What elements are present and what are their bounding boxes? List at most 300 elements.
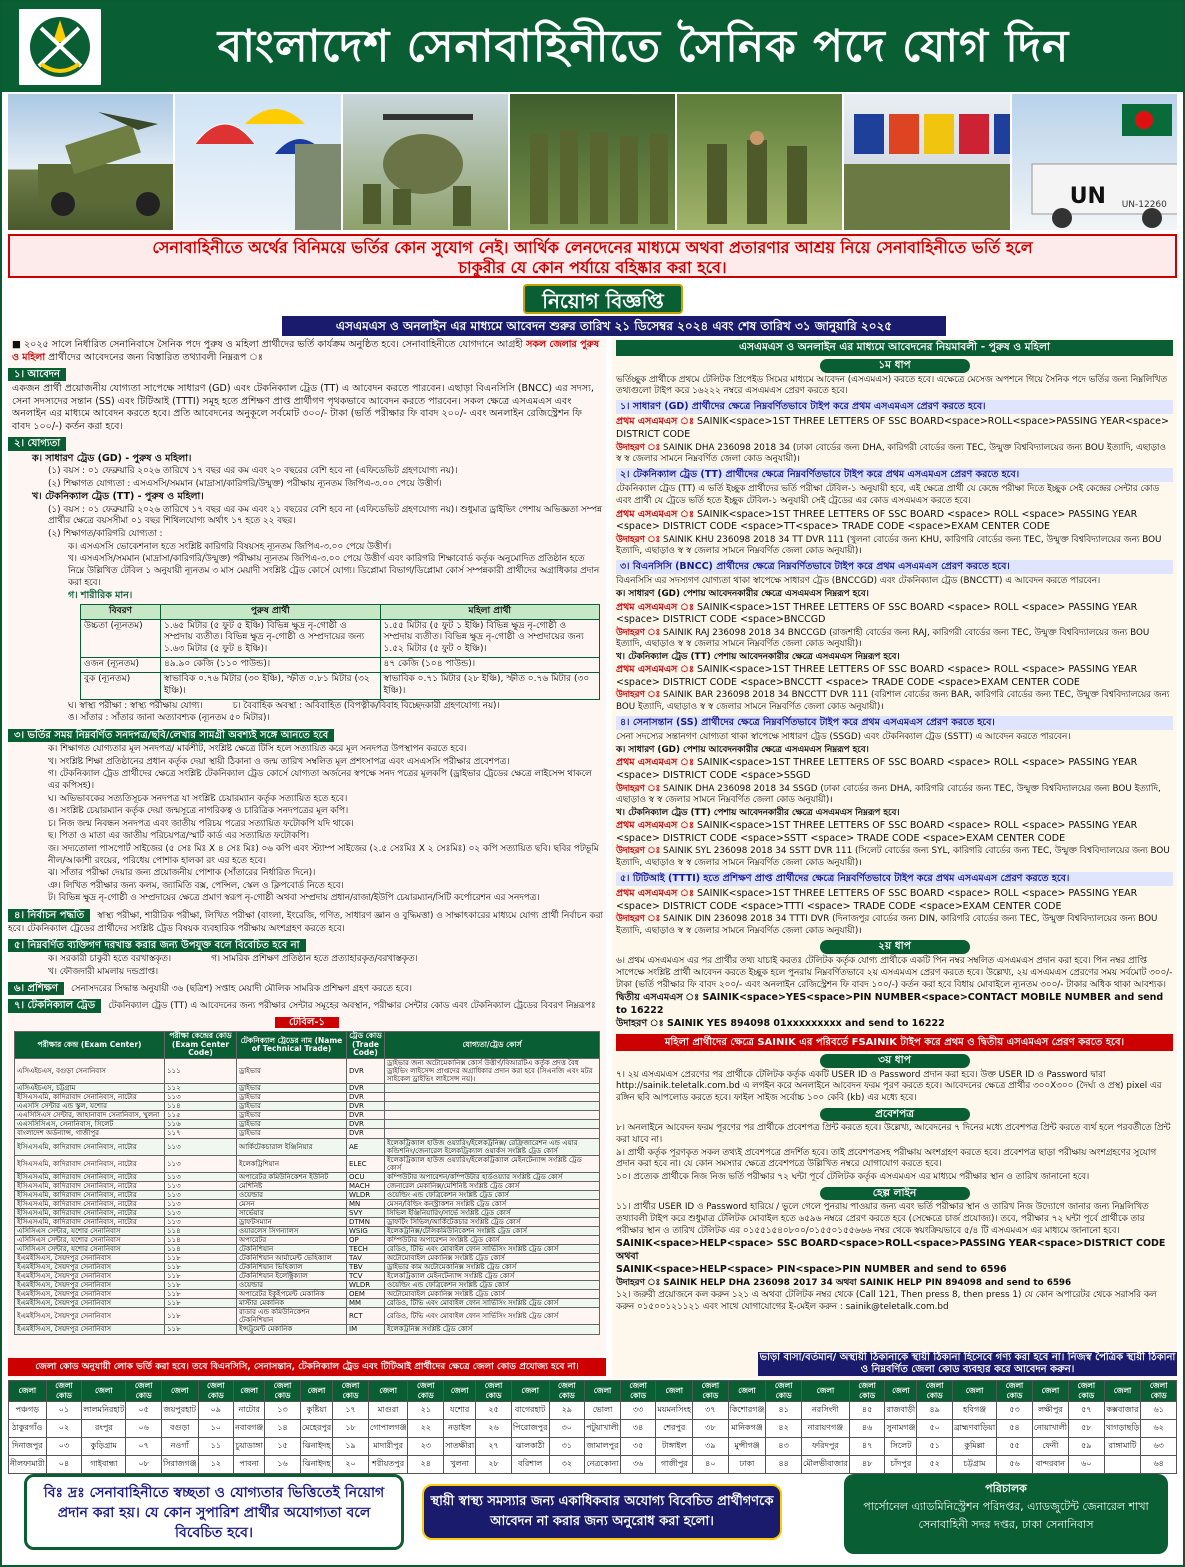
district-code: ২৫ (476, 1401, 512, 1419)
bncc-tt-format: প্রথম এসএমএস ঃ SAINIK<space>1ST THREE LETTERS OF SSC BOARD <space> ROLL <space> PASSING YEAR <space> DISTRICT CODE <space>BNCCTT <space> TRADE CODE <space>EXAM CENTER CODE (616, 664, 1138, 688)
table-row (15, 1093, 600, 1102)
table-cell: ইলেকট্রিক্যাল হাউজ ওয়্যারিং/ইলেকট্রিক্যাল মেইনটেন্যান্স সংশ্লিষ্ট ট্রেড কোর্স (385, 1155, 600, 1172)
district-name: ঢাকা (728, 1455, 766, 1473)
table-cell: রেডিও, টিভি এবং মোবাইল ফোন সার্ভিসিং সংশ্লিষ্ট ট্রেড কোর্স (385, 1299, 600, 1308)
district-header-cell: জেলা (885, 1381, 917, 1402)
table-cell: ইসিএসএমি, কাদিরাবাদ সেনানিবাস, নাটোর (15, 1217, 165, 1226)
district-header-cell: জেলা কোড (1068, 1381, 1104, 1402)
district-header-cell: জেলা (728, 1381, 766, 1402)
district-name: সিলেট (885, 1437, 917, 1455)
table-cell (385, 1102, 600, 1111)
table-cell: কম্পিউটার অপারেশন সংশ্লিষ্ট ট্রেড কোর্স (385, 1236, 600, 1245)
district-name: গাজীপুর (656, 1455, 693, 1473)
bncc-gd-format: প্রথম এসএমএস ঃ SAINIK<space>1ST THREE LETTERS OF SSC BOARD <space> ROLL <space> PASSING YEAR <space> DISTRICT CODE <space>BNCCGD (616, 601, 1138, 626)
ttti-sms-title: ৫। টিটিআই (TTTI) হতে প্রশিক্ষণ প্রাপ্ত প্রার্থীদের ক্ষেত্রে নিম্নবর্ণিতভাবে টাইপ করে প্রথম এসএমএস প্রেরণ করতে হবে। (616, 872, 1173, 887)
ss-intro: সেনা সদস্যের সন্তানগণ যোগ্যতা থাকা স্বাপেক্ষে সাধারণ ট্রেড (SSGD) এবং টেকনিক্যাল ট্রেড (SSTT) এ আবেদন করতে পারবেন। (616, 732, 1071, 743)
gd-sms-format: প্রথম এসএমএস ঃ SAINIK<space>1ST THREE LETTERS OF SSC BOARD<space>ROLL<space>PASSING YEAR<space> DISTRICT CODE (616, 416, 1169, 440)
district-header-cell: জেলা (1032, 1381, 1068, 1402)
district-name: ঝিনাইদহ (300, 1437, 332, 1455)
district-header-cell: জেলা কোড (693, 1381, 729, 1402)
table-cell (385, 1093, 600, 1102)
table-cell: ইসিএসএমি, কাদিরাবাদ সেনানিবাস, নাটোর (15, 1199, 165, 1208)
table-cell: এসিসিএস সেন্টার, যশোর সেনানিবাস (15, 1236, 165, 1245)
table-cell: মেসন (237, 1199, 347, 1208)
table-cell: টেকনিশিয়ান ইলেক্ট্রিক্যাল (237, 1272, 347, 1281)
section-application-title: ১। আবেদন (8, 368, 66, 381)
district-name: ফেনী (1032, 1437, 1068, 1455)
table-cell: মেশিনিষ্ট (237, 1181, 347, 1190)
district-name: মাগুরা (368, 1401, 408, 1419)
table-cell: ইসিএসএমি, কাদিরাবাদ সেনানিবাস, নাটোর (15, 1093, 165, 1102)
district-name: রাঙ্গামাটি (1104, 1437, 1141, 1455)
district-name: শরীয়তপুর (368, 1455, 408, 1473)
district-name: সুনামগঞ্জ (885, 1419, 917, 1437)
district-code: ২১ (408, 1401, 444, 1419)
army-emblem-icon (16, 6, 104, 88)
table-cell: DVR (347, 1129, 385, 1138)
district-code: ৬২ (1141, 1419, 1177, 1437)
district-name: পটুয়াখালী (585, 1419, 621, 1437)
table-row (15, 1111, 600, 1120)
district-header-cell: জেলা (444, 1381, 476, 1402)
table-cell: ড্রাইভার (237, 1120, 347, 1129)
district-header-cell: জেলা কোড (476, 1381, 512, 1402)
district-header-cell: জেলা কোড (766, 1381, 802, 1402)
table-cell: WLDR (347, 1281, 385, 1290)
district-code: ৪৭ (849, 1437, 885, 1455)
section-application-text: একজন প্রার্থী প্রয়োজনীয় যোগ্যতা সাপেক্ষে সাধারণ (GD) এবং টেকনিক্যাল ট্রেড (TT) এ আবেদন করতে পারবেন। এছাড়া বিএনসিসি (BNCC) এর সদস্য, সেনা সদস্যদের সন্তান (SS) এবং টিটিআই (TTTI) সমূহ হতে প্রশিক্ষণ প্রাপ্ত প্রার্থীগণ পৃথকভাবে আবেদন করতে পারবেন। সকল ক্ষেত্রে এসএমএস এবং অনলাইন এর মাধ্যমে আবেদন করতে হবে। প্রতি আবেদনের অনুকূলে সর্বমোট ৩০০/- টাকা (ভর্তি পরীক্ষার ফি বাবদ ২০০/- এবং অনলাইন রেজিস্ট্রেশন ফি বাবদ ১০০/-) কর্তন করা হবে। (12, 383, 594, 432)
district-name: বান্দরবান (1032, 1455, 1068, 1473)
district-code: ২০ (333, 1455, 369, 1473)
table-cell: ইলেকট্রনিক্স সংশ্লিষ্ট ট্রেড কোর্স (385, 1325, 600, 1334)
table-row (15, 1129, 600, 1138)
ss-gd-format: প্রথম এসএমএস ঃ SAINIK<space>1ST THREE LETTERS OF SSC BOARD <space> ROLL <space> PASSING YEAR <space> DISTRICT CODE <space>SSGD (616, 757, 1138, 781)
table-cell: ইএমইসিএস, সৈয়দপুর সেনানিবাস (15, 1263, 165, 1272)
table-cell: রেডিও, টিভি এবং মোবাইল ফোন সার্ভিসিং সংশ্লিষ্ট ট্রেড কোর্স (385, 1308, 600, 1325)
district-code: ৪৬ (849, 1419, 885, 1437)
table-cell: ১১৩ (165, 1199, 237, 1208)
table-row (15, 1138, 600, 1155)
district-code: ২৬ (476, 1419, 512, 1437)
table-cell: DVR (347, 1102, 385, 1111)
table-cell: ড্রাফটিং সিভিল/আর্কিটেকচার সংশ্লিষ্ট ট্রেড কোর্স (385, 1217, 600, 1226)
district-header-cell: জেলা কোড (408, 1381, 444, 1402)
district-header-cell: জেলা কোড (265, 1381, 301, 1402)
table-cell (385, 1111, 600, 1120)
table-cell: ইএমইসিএস, সৈয়দপুর সেনানিবাস (15, 1272, 165, 1281)
table-cell: সিভিল ইঞ্জিনিয়ারিং/সার্ভে সংশ্লিষ্ট ট্রেড কোর্স (385, 1208, 600, 1217)
documents-list (8, 744, 606, 905)
table-row (15, 1059, 600, 1084)
district-code: ৩৬ (620, 1455, 656, 1473)
table-cell: ১১১ (165, 1059, 237, 1084)
district-code: ৫৭ (1068, 1401, 1104, 1419)
table-cell: টেকনিশিয়ান আর্মামেন্ট ভেহিক্যাল (237, 1254, 347, 1263)
helpline-11: ১১। প্রার্থীর USER ID ও Password হারিয়ে / ভুলে গেলে পুনরায় পাওয়ার জন্য এবং ভর্তি পরীক্ষার স্থান ও তারিখ নিজ উদ্যোগে জানার জন্য নিম্নলিখিত তথ্যাবলী টাইপ করে শুধুমাত্র টেলিটক মোবাইল হতে ৬৫৯৬ নম্বরে প্রেরণ করতে হবে (সেক্ষেত্রে চার্জ প্রযোজ্য)। তবে, পরীক্ষার ৭২ ঘন্টা পূর্বে প্রার্থীকে তার পরীক্ষার স্থান ও তারিখ টেলিটক এর ০১৫৫১৫৪০৮০০/০১৫৫০১৫৫৬৬৬ নম্বর থেকে স্বয়ংক্রিয়ভাবে ৫/৪ টি এসএমএস এর মাধ্যমে জানানো হবে। (616, 1202, 1149, 1236)
district-name: খুলনা (444, 1455, 476, 1473)
photo-strip (8, 94, 1177, 230)
table-cell: ইএমইসিএস, সৈয়দপুর সেনানিবাস (15, 1254, 165, 1263)
admit-card-8: ৮। অনলাইনে আবেদন ফরম পূরণের পর প্রার্থীকে প্রবেশপত্র প্রিন্ট করতে হবে। উল্লেখ্য, আবেদনের ৭ দিনের মধ্যে প্রবেশপত্র প্রিন্ট করতে ব্যর্থ হলে পরবর্তীতে প্রিন্ট করা যাবে না। (616, 1123, 1171, 1146)
district-header-cell: জেলা কোড (1141, 1381, 1177, 1402)
table-cell: DVR (347, 1059, 385, 1084)
notice-title: নিয়োগ বিজ্ঞপ্তি (523, 284, 683, 314)
district-name: মানিকগঞ্জ (728, 1419, 766, 1437)
table-cell: ১১৩ (165, 1172, 237, 1181)
parachute-photo (175, 94, 340, 230)
district-name: ফরিদপুর (801, 1437, 849, 1455)
table-cell: OCU (347, 1172, 385, 1181)
intro-paragraph: ■ ২০২৫ সালে নির্ধারিত সেনানিবাসে সৈনিক পদে পুরুষ ও মহিলা প্রার্থীদের ভর্তি কার্যক্রম অনুষ্ঠিত হবে। সেনাবাহিনীতে যোগদানে আগ্রহী সকল জেলার পুরুষ ও মহিলা প্রার্থীদের আবেদনের জন্য বিস্তারিত তথ্যাবলী নিম্নরূপ ঃ (12, 339, 600, 363)
table-cell: ১১৭ (165, 1129, 237, 1138)
district-name: কিশোরগঞ্জ (728, 1401, 766, 1419)
district-code: ০১ (46, 1401, 82, 1419)
table-cell (385, 1084, 600, 1093)
table-cell: এসিসিএস সেন্টার, যশোর সেনানিবাস (15, 1245, 165, 1254)
soldiers-helicopter-photo (343, 94, 508, 230)
table-cell: ১১৩ (165, 1093, 237, 1102)
table-cell: ড্রাইভার জন্য অটোমেকানিক্স কোর্স উত্তীর্ণ/বিআরটিএ কর্তৃক প্রদত্ত বৈধ ড্রাইভিং লাইসেন্স প্রাপ্তদের অগ্রাধিকার প্রদান করা হবে (সিএনজি এবং মটর সাইকেল ড্রাইভিং লাইসেন্স নয়)। (385, 1059, 600, 1084)
table-row (15, 1281, 600, 1290)
district-header-cell: জেলা (300, 1381, 332, 1402)
table-cell: ড্রাইভার (237, 1093, 347, 1102)
district-header-cell: জেলা কোড (126, 1381, 162, 1402)
list-item: ক। শিক্ষাগত যোগ্যতার মূল সনদপত্র/ মার্কশীট, সংশ্লিষ্ট ক্ষেত্রে টিসি হলে সত্যায়িত করে মূল সনদপত্র উপস্থাপন করতে হবে। (48, 744, 467, 755)
district-code: ৩৭ (693, 1401, 729, 1419)
table-cell: বাংলাদেশ অর্ডন্যান্স, গাজীপুর (15, 1129, 165, 1138)
table-cell: ১১৬ (165, 1120, 237, 1129)
table-cell: ওয়েল্ডিং এন্ড ফেব্রিকেশন সংশ্লিষ্ট ট্রেড কোর্স (385, 1190, 600, 1199)
footer-issuer (844, 1474, 1168, 1554)
district-code: ৫৮ (1068, 1419, 1104, 1437)
district-code: ১৫ (265, 1437, 301, 1455)
district-code: ৫৪ (997, 1419, 1033, 1437)
table-cell: ড্রাইভার (237, 1111, 347, 1120)
table-row (15, 1172, 600, 1181)
table-cell: ১১৮ (165, 1299, 237, 1308)
bncc-intro: বিএনসিসি এর সদস্যগণ যোগ্যতা থাকা স্বাপেক্ষে সাধারণ ট্রেড (BNCCGD) এবং টেকনিক্যাল ট্রেড (BNCCTT) এ আবেদন করতে পারবেন। (616, 576, 1101, 587)
table-cell: ইসিএসএমি, কাদিরাবাদ সেনানিবাস, নাটোর (15, 1190, 165, 1199)
ss-gd-heading: ক। সাধারণ (GD) পেশায় আবেদনকারীর ক্ষেত্রে এসএমএস নিম্নরূপ হবে। (616, 744, 869, 755)
ss-tt-heading: খ। টেকনিক্যাল ট্রেড (TT) পেশায় আবেদনকারীর ক্ষেত্রে এসএমএস নিম্নরূপ হবে। (616, 807, 900, 818)
table-cell: মেসন/বিল্ডিং কনস্ট্রাকশন সংশ্লিষ্ট ট্রেড কোর্স (385, 1199, 600, 1208)
district-name: নীলফামারী (9, 1455, 47, 1473)
table-cell: ১১৪ (165, 1226, 237, 1235)
step-1-label: ১ম ধাপ (820, 359, 970, 373)
table-cell: অপারেটর (237, 1236, 347, 1245)
ineligible-row-1: ক। সরকারী চাকুরী হতে বরখাস্তকৃত। গ। সামরিক প্রশিক্ষণ প্রতিষ্ঠান হতে প্রত্যাহারকৃত/বরখাস্তকৃত। (48, 954, 418, 965)
district-code: ৬০ (1068, 1455, 1104, 1473)
table-row: বুক (ন্যূনতম) স্বাভাবিক ০.৭৬ মিটার (৩০ ইঞ্চি), স্ফীত ০.৮১ মিটার (৩২ ইঞ্চি)। স্বাভাবিক ০.৭১ মিটার (২৮ ইঞ্চি), স্ফীত ০.৭৬ মিটার (৩০ ইঞ্চি)। (81, 673, 600, 700)
table-cell: অপারেটর ইকুইপমেন্ট মেকানিক (237, 1290, 347, 1299)
table-cell: জেনারেল মেকানিক্স/মেশিনিষ্ট সংশ্লিষ্ট ট্রেড কোর্স (385, 1181, 600, 1190)
table-cell: ড্রাফটসম্যান (237, 1217, 347, 1226)
warning-line-2: চাকুরীর যে কোন পর্যায়ে বহিষ্কার করা হবে। (458, 258, 727, 277)
table-cell: TECH (347, 1245, 385, 1254)
table-cell: DVR (347, 1111, 385, 1120)
table-cell: ১১৩ (165, 1190, 237, 1199)
helpline-12: ১২। জরুরী প্রয়োজনে কল করুন ১২১ এ অথবা টেলিটক নম্বর থেকে (Call 121, Then press 8, then press 1) যে কোন অপারেটর থেকে সরাসরি কল করুন ০১৫০০১২১১২১ এবং সাথে যোগাযোগের ই-মেইল করুন : sainik@teletalk.com.bd (616, 1290, 1157, 1312)
district-name: কুষ্টিয়া (300, 1401, 332, 1419)
table-cell: ওয়েল্ডিং এন্ড ফেব্রিকেশন সংশ্লিষ্ট ট্রেড কোর্স (385, 1281, 600, 1290)
bncc-gd-heading: ক। সাধারণ (GD) পেশায় আবেদনকারীর ক্ষেত্রে এসএমএস নিম্নরূপ হবে। (616, 588, 869, 599)
district-header-cell: জেলা (161, 1381, 198, 1402)
table-row (15, 1272, 600, 1281)
table-row (15, 1181, 600, 1190)
district-header-cell: জেলা কোড (997, 1381, 1033, 1402)
district-code: ৪৫ (849, 1401, 885, 1419)
table-cell: ১১২ (165, 1084, 237, 1093)
table-cell: ১১৮ (165, 1263, 237, 1272)
district-code: ৩২ (549, 1455, 585, 1473)
physical-standard-heading: গ। শারীরিক মান। (68, 590, 133, 602)
gd-heading: ক। সাধারণ ট্রেড (GD) - পুরুষ ও মহিলা। (32, 452, 192, 464)
list-item: ঝ। সাঁতার পরীক্ষা দেয়ার জন্য প্রয়োজনীয় পোশাক (সাঁতারের নির্ধারিত দিনে)। (48, 868, 316, 879)
section-training-text: সেনাসদরের সিদ্ধান্ত অনুযায়ী ৩৬ (ছত্রিশ) সপ্তাহ মেয়াদী মৌলিক সামরিক প্রশিক্ষণ গ্রহণ করতে হবে। (70, 984, 412, 995)
district-name: ময়মনসিংহ (656, 1401, 693, 1419)
district-code-note: জেলা কোড অনুযায়ী লোক ভর্তি করা হবে। তবে বিএনসিসি, সেনাসন্তান, টেকনিক্যাল ট্রেড এবং টিটিআই প্রার্থীদের ক্ষেত্রে জেলা কোড প্রযোজ্য হবে না। (8, 1358, 606, 1376)
district-name: মৌলভীবাজার (801, 1455, 849, 1473)
table-row (15, 1199, 600, 1208)
tt-sms-format: প্রথম এসএমএস ঃ SAINIK<space>1ST THREE LETTERS OF SSC BOARD <space> ROLL <space> PASSING YEAR <space> DISTRICT CODE <space>TT<space> TRADE CODE <space>EXAM CENTER CODE (616, 508, 1138, 533)
table-cell: ১১৪ (165, 1245, 237, 1254)
district-name: ঝিনাইদহ (300, 1455, 332, 1473)
table-cell: TCV (347, 1272, 385, 1281)
helpline-example: উদাহরণ ঃ SAINIK HELP DHA 236098 2017 34 অথবা SAINIK HELP PIN 894098 and send to 6596 (616, 1277, 1072, 1288)
table-cell: ১১৮ (165, 1254, 237, 1263)
district-name: কক্সবাজার (1104, 1401, 1141, 1419)
step-2-sms: দ্বিতীয় এসএমএস ঃ SAINIK<space>YES<space>PIN NUMBER<space>CONTACT MOBILE NUMBER and send to 16222 (616, 992, 1164, 1016)
district-code: ৩৪ (620, 1419, 656, 1437)
exam-center-table (14, 1031, 600, 1334)
step-1-intro: ভর্তিচ্ছুক প্রার্থীকে প্রথমে টেলিটক প্রিপেইড সিমের মাধ্যমে আবেদন (এসএমএস) করতে হবে। এক্ষেত্রে মেসেজ অপশনে গিয়ে সৈনিক পদে ভর্তির জন্য নিম্নলিখিত তথ্যগুলো টাইপ করে ১৬২২২ নম্বরে এসএমএস প্রেরণ করতে হবে। (616, 374, 1168, 397)
district-name: মুন্সীগঞ্জ (728, 1437, 766, 1455)
issuer-title: পরিচালক (985, 1482, 1027, 1495)
district-name: টাঙ্গাইল (656, 1437, 693, 1455)
table-cell: অপারেটর কমিউনিকেশন ইউনিট (237, 1172, 347, 1181)
table-cell (385, 1120, 600, 1129)
table-cell: MN (347, 1199, 385, 1208)
district-name: খাগড়াছড়ি (1104, 1419, 1141, 1437)
district-code: ১৭ (333, 1401, 369, 1419)
district-name: রাজবাড়ী (885, 1401, 917, 1419)
district-name: কুড়িগ্রাম (82, 1437, 126, 1455)
table-row (15, 1263, 600, 1272)
table-cell: ড্রাইভার (237, 1084, 347, 1093)
district-code: ১১ (198, 1437, 234, 1455)
bncc-sms-title: ৩। বিএনসিসি (BNCC) প্রার্থীদের ক্ষেত্রে নিম্নবর্ণিতভাবে টাইপ করে প্রথম এসএমএস প্রেরণ করতে হবে। (616, 560, 1173, 575)
district-code: ৪১ (766, 1401, 802, 1419)
table-cell: ইএমইসিএস, সৈয়দপুর সেনানিবাস (15, 1290, 165, 1299)
table-row (15, 1299, 600, 1308)
ttti-sms-format: প্রথম এসএমএস ঃ SAINIK<space>1ST THREE LETTERS OF SSC BOARD <space> ROLL <space> PASSING YEAR <space> DISTRICT CODE <space>TTTI <space> TRADE CODE <space>EXAM CENTER CODE (616, 888, 1138, 912)
district-code: ৩০ (549, 1419, 585, 1437)
table-cell: ড্রাইভার (237, 1059, 347, 1084)
district-code: ১৮ (333, 1419, 369, 1437)
section-technical-text: টেকনিক্যাল ট্রেড (TT) এ আবেদনের জন্য পরীক্ষার সেন্টার সমূহের অবস্থান, পরীক্ষার সেন্টার কোড এবং টেকনিক্যাল ট্রেডের বিবরণ নিম্নরূপঃ (108, 1001, 596, 1012)
district-name: ভোলা (585, 1401, 621, 1419)
district-code: ৫০ (917, 1419, 953, 1437)
step-2-example: উদাহরণ ঃ SAINIK YES 894098 01xxxxxxxxx and send to 16222 (616, 1018, 945, 1030)
health-marital-row (68, 701, 602, 713)
district-name: সিরাজগঞ্জ (161, 1455, 198, 1473)
district-name: পাবনা (234, 1455, 265, 1473)
table-row (15, 1325, 600, 1334)
table-cell: এএসসি সেন্টার এন্ড স্কুল, যশোর (15, 1102, 165, 1111)
table-cell: ইএমইসিএস, সৈয়দপুর সেনানিবাস (15, 1299, 165, 1308)
district-header-cell: জেলা কোড (333, 1381, 369, 1402)
district-code: ২২ (408, 1419, 444, 1437)
district-name: বগুড়া (161, 1419, 198, 1437)
ss-tt-format: প্রথম এসএমএস ঃ SAINIK<space>1ST THREE LETTERS OF SSC BOARD <space> ROLL <space> PASSING YEAR <space> DISTRICT CODE <space>SSTT <space> TRADE CODE <space>EXAM CENTER CODE (616, 820, 1138, 844)
table-cell: WLDR (347, 1190, 385, 1199)
center-header: পরীক্ষার কেন্দ্র (Exam Center) (15, 1032, 165, 1059)
table-row (15, 1217, 600, 1226)
district-name: গোপালগঞ্জ (368, 1419, 408, 1437)
district-code: ১৯ (333, 1437, 369, 1455)
table-cell: ইলেকট্রিশিয়ান (237, 1155, 347, 1172)
table-cell: সার্ভেয়ার (237, 1208, 347, 1217)
center-header: টেকনিক্যাল ট্রেডের নাম (Name of Technical Trade) (237, 1032, 347, 1059)
district-name: পিরোজপুর (511, 1419, 549, 1437)
missile-launcher-photo (8, 94, 173, 230)
ss-tt-example: উদাহরণ ঃ SAINIK SYL 236098 2018 34 SSTT DVR 111 (সিলেট বোর্ডের জন্য SYL, কারিগরি বোর্ডের জন্য TEC, উন্মুক্ত বিশ্ববিদ্যালয়ের জন্য BOU ইত্যাদি, এছাড়াও স্ব স্ব জেলার সামনে নিম্নবর্ণিত জেলা কোড অনুযায়ী)। (616, 846, 1170, 869)
phys-header: বিবরণ (81, 604, 161, 619)
table-cell: ইসিএসএমি, কাদিরাবাদ সেনানিবাস, নাটোর (15, 1208, 165, 1217)
district-header-cell: জেলা কোড (917, 1381, 953, 1402)
table-row: ওজন (ন্যূনতম) ৪৯.৯০ কেজি (১১০ পাউন্ড)। ৪৭ কেজি (১০৪ পাউন্ড)। (81, 658, 600, 673)
district-code: ১৩ (265, 1401, 301, 1419)
table-cell (385, 1129, 600, 1138)
table-cell: ১১৮ (165, 1281, 237, 1290)
section-training-title: ৬। প্রশিক্ষণ (8, 982, 64, 995)
list-item: ছ। পিতা ও মাতা এর জাতীয় পরিচয়পত্র/স্মার্ট কার্ড এর সত্যায়িত ফটোকপি। (48, 831, 309, 842)
district-code: ১২ (198, 1455, 234, 1473)
district-code: ২৩ (408, 1437, 444, 1455)
tt-education-heading: (২) শিক্ষাগত/কারিগরি যোগ্যতা : (48, 529, 163, 540)
district-name: ব্রাহ্মণবাড়িয়া (952, 1419, 996, 1437)
admit-card-9: ৯। প্রার্থী কর্তৃক পূরণকৃত সকল তথ্যই প্রবেশপত্রে প্রদর্শিত হবে। তাই প্রবেশপত্রসহ পরীক্ষায় অংশগ্রহণ করতে হবে। প্রবেশপত্র ছাড়া পরীক্ষায় অংশগ্রহণের সুযোগ প্রদান করা হবে না। যে কোন সমস্যার ক্ষেত্রে প্রবেশপত্রে উল্লিখিত নম্বরে যোগাযোগ করতে হবে। (616, 1147, 1157, 1170)
tt-sms-intro: টেকনিক্যাল ট্রেড (TT) এ ভর্তি ইচ্ছুক প্রার্থীদের ভর্তি পরীক্ষা টেবিল-১ অনুযায়ী হবে, এই ক্ষেত্রে প্রার্থী যে কেন্দ্রে পরীক্ষা দিতে ইচ্ছুক সেই কেন্দ্রের সেন্টার কোড এবং প্রার্থী যে ট্রেডে ভর্তি হতে ইচ্ছুক টেবিল-১ অনুযায়ী সেই ট্রেডের এর কোড এসএমএস করতে হবে। (616, 484, 1160, 506)
gd-education: (২) শিক্ষাগত যোগ্যতা : এসএসসি/সমমান (মাদ্রাসা/কারিগরি/উন্মুক্ত) পরীক্ষায় ন্যূনতম জিপিএ-৩.০০ পেয়ে উত্তীর্ণ। (48, 478, 442, 489)
table-cell: ১১৪ (165, 1102, 237, 1111)
district-header-cell: জেলা কোড (198, 1381, 234, 1402)
section-documents-title: ৩। ভর্তির সময় নিম্নবর্ণিত সনদপত্র/ছবি/লেখার সামগ্রী অবশ্যই সঙ্গে আনতে হবে (8, 729, 334, 742)
district-header-cell: জেলা (511, 1381, 549, 1402)
gd-sms-title: ১। সাধারণ (GD) প্রার্থীদের ক্ষেত্রে নিম্নবর্ণিতভাবে টাইপ করে প্রথম এসএমএস প্রেরণ করতে হবে। (616, 400, 1173, 415)
table-cell: ১১৮ (165, 1272, 237, 1281)
district-code: ০৪ (46, 1455, 82, 1473)
table-row (9, 1455, 1177, 1473)
table-cell: ১১৪ (165, 1236, 237, 1245)
table-cell: DTMN (347, 1217, 385, 1226)
district-code: ৪৯ (917, 1401, 953, 1419)
address-note: ভাড়া বাসা/বর্তমান/ অস্থায়ী ঠিকানাকে স্থায়ী ঠিকানা হিসেবে গণ্য করা হবে না। নিজস্ব পৈত্রিক স্থায়ী ঠিকানা ও নিম্নবর্ণিত জেলা কোড ব্যবহার করে আবেদন করুন। (759, 1352, 1176, 1375)
helpline-sms-1: SAINIK<space>HELP<space> SSC BOARD<space>ROLL<space>PASSING YEAR<space>DISTRICT CODE অথবা (616, 1238, 1166, 1262)
list-item: ঘ। অভিভাবকের সত্যতিসূচক সনদপত্র যা সংশ্লিষ্ট চেয়ারম্যান কর্তৃক সত্যায়িত হতে হবে। (48, 793, 348, 804)
table-cell: ELEC (347, 1155, 385, 1172)
district-name: জামালপুর (585, 1437, 621, 1455)
bncc-tt-heading: খ। টেকনিক্যাল ট্রেড (TT) পেশায় আবেদনকারীর ক্ষেত্রে এসএমএস নিম্নরূপ হবে। (616, 651, 900, 662)
ttti-sms-example: উদাহরণ ঃ SAINIK DIN 236098 2018 34 TTTI DVR (দিনাজপুর বোর্ডের জন্য DIN, কারিগরি বোর্ডের জন্য TEC, উন্মুক্ত বিশ্ববিদ্যালয়ের জন্য BOU ইত্যাদি, এছাড়াও স্ব স্ব জেলার সামনে নিম্নবর্ণিত জেলা কোড অনুযায়ী)। (616, 914, 1158, 936)
table-row (15, 1254, 600, 1263)
district-header-cell: জেলা কোড (620, 1381, 656, 1402)
district-header-cell: জেলা কোড (46, 1381, 82, 1402)
marital-status: চ। বৈবাহিক অবস্থা : অবিবাহিত (বিপত্নীক/বিবাহ বিচ্ছেদকারী গ্রহণযোগ্য নয়)। (232, 700, 500, 711)
district-header-cell: জেলা (656, 1381, 693, 1402)
table-row (9, 1401, 1177, 1419)
table-cell: ইসিএসএমি, কাদিরাবাদ সেনানিবাস, নাটোর (15, 1155, 165, 1172)
warning-line-1: সেনাবাহিনীতে অর্থের বিনিময়ে ভর্তির কোন সুযোগ নেই। আর্থিক লেনদেনের মাধ্যমে অথবা প্রতারণার আশ্রয় নিয়ে সেনাবাহিনীতে ভর্তি হলে (152, 238, 1033, 257)
district-code: ১০ (198, 1419, 234, 1437)
table-1-label: টেবিল-১ (275, 1017, 339, 1028)
district-code: ৪২ (766, 1419, 802, 1437)
table-row (15, 1102, 600, 1111)
gd-age: (১) বয়স : ০১ ফেব্রুয়ারি ২০২৬ তারিখে ১৭ বছর এর কম এবং ২০ বছরের বেশি হবে না (এফিডেভিট গ্রহণযোগ্য নয়)। (48, 466, 458, 477)
district-name: রংপুর (82, 1419, 126, 1437)
district-code: ৩৫ (620, 1437, 656, 1455)
table-cell: ১১৩ (165, 1155, 237, 1172)
table-cell: ইসিএসএমি, কাদিরাবাদ সেনানিবাস, নাটোর (15, 1138, 165, 1155)
table-cell: ওয়েল্ডার (237, 1190, 347, 1199)
table-row (15, 1120, 600, 1129)
district-code: ০৭ (126, 1437, 162, 1455)
table-cell: ১১৮ (165, 1308, 237, 1325)
table-cell: রাডার এন্ড কমিউনিকেশন টেকনিশিয়ান (237, 1308, 347, 1325)
list-item: খ। সংশ্লিষ্ট শিক্ষা প্রতিষ্ঠানের প্রধান কর্তৃক দেয়া স্থায়ী ঠিকানা ও জন্ম তারিখ সম্বলিত মূল প্রশংসাপত্র এবং এসএসসি পরীক্ষার প্রবেশপত্র। (48, 756, 510, 767)
soldiers-forest-photo (510, 94, 675, 230)
right-column (612, 338, 1177, 1378)
table-cell: এসিসিএস সেন্টার, যশোর সেনানিবাস (15, 1226, 165, 1235)
table-cell: অটোমোবাইল মেকানিক্স সংশ্লিষ্ট ট্রেড কোর্স (385, 1290, 600, 1299)
district-header-cell: জেলা (234, 1381, 265, 1402)
district-code: ৫৫ (997, 1437, 1033, 1455)
un-vehicle-photo (1012, 94, 1177, 230)
footer-note-middle: স্থায়ী স্বাস্থ্য সমস্যার জন্য একাধিকবার অযোগ্য বিবেচিত প্রার্থীগণকে আবেদন না করার জন্য অনুরোধ করা হলো। (422, 1484, 782, 1540)
district-code: ৪৩ (766, 1437, 802, 1455)
district-name: জয়পুরহাট (161, 1401, 198, 1419)
officers-jungle-photo (677, 94, 842, 230)
district-name: পঞ্চগড় (9, 1401, 47, 1419)
step-2-label: ২য় ধাপ (820, 940, 970, 954)
district-code: ৪৮ (849, 1455, 885, 1473)
district-name: সাতক্ষীরা (444, 1437, 476, 1455)
district-code: ৬১ (1141, 1401, 1177, 1419)
table-cell: এসিএইচএস, বগুড়া সেনানিবাস (15, 1059, 165, 1084)
table-cell: রেডিও, টিভি এবং মোবাইল ফোন সার্ভিসিং সংশ্লিষ্ট ট্রেড কোর্স (385, 1245, 600, 1254)
district-name: চাঁদপুর (885, 1455, 917, 1473)
table-cell: OP (347, 1236, 385, 1245)
district-name: নবাবগঞ্জ (234, 1419, 265, 1437)
tt-heading: খ। টেকনিক্যাল ট্রেড (TT) - পুরুষ ও মহিলা। (32, 491, 204, 503)
district-name: যশোর (444, 1401, 476, 1419)
district-code: ০৫ (126, 1401, 162, 1419)
table-cell: অটোমোবাইল মেকানিক্স সংশ্লিষ্ট ট্রেড কোর্স (385, 1254, 600, 1263)
table-cell: ১১৮ (165, 1325, 237, 1334)
table-row (15, 1190, 600, 1199)
center-header: পরীক্ষা কেন্দ্রের কোড (Exam Center Code) (165, 1032, 237, 1059)
district-header-cell: জেলা কোড (549, 1381, 585, 1402)
table-cell: DVR (347, 1084, 385, 1093)
district-name: নড়াইল (444, 1419, 476, 1437)
district-code: ৬৪ (1141, 1455, 1177, 1473)
table-row (15, 1084, 600, 1093)
table-row (15, 1236, 600, 1245)
table-row (9, 1437, 1177, 1455)
district-code: ০২ (46, 1419, 82, 1437)
table-row (9, 1419, 1177, 1437)
tt-sms-title: ২। টেকনিক্যাল ট্রেড (TT) প্রার্থীদের ক্ষেত্রে নিম্নবর্ণিতভাবে টাইপ করে প্রথম এসএমএস প্রেরণ করতে হবে। (616, 468, 1173, 483)
